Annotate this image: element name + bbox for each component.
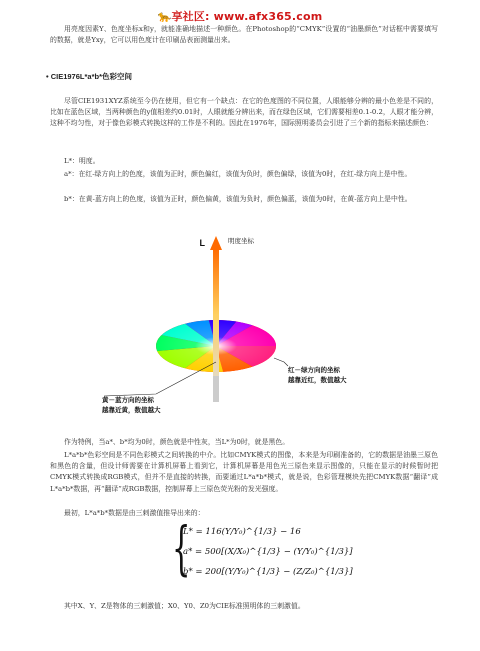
formula-brace: {	[172, 514, 191, 582]
tristimulus-note: 其中X、Y、Z是物体的三刺激值；X0、Y0、Z0为CIE标准照明体的三刺激值。	[64, 602, 305, 610]
item-a: a*：在红-绿方向上的色度，该值为正时，颜色偏红，该值为负时，颜色偏绿，该值为0时，在红-绿方向上是中性。	[64, 170, 412, 178]
section-heading: • CIE1976L*a*b*色彩空间	[46, 72, 132, 81]
lab-color-space-figure	[96, 232, 386, 432]
item-b: b*：在黄-蓝方向上的色度，该值为正时，颜色偏黄，该值为负时，颜色偏蓝，该值为0时，在黄-蓝方向上是中性。	[64, 195, 412, 203]
item-l: L*：明度。	[64, 157, 100, 165]
formula-b: b* = 200[(Y/Y₀)^{1/3} − (Z/Z₀)^{1/3}]	[183, 567, 353, 577]
red-green-label-2: 越靠近红，数值越大	[288, 376, 347, 384]
cie1976-paragraph: 尽管CIE1931XYZ系统至今仍在使用，但它有一个缺点：在它的色度图的不同位置，人眼能够分辨的最小色差是不同的，比如在蓝色区域，当两种颜色的y值相差约0.01时，人眼就能分辨出来，而在绿色区域，它们需要相差0.1-0.2，人眼才能分辨，这种不均匀性，对于像色彩模式转换这样的工作是不利的。因此在1976年，国际照明委员会引进了三个新的指标来描述颜色：	[50, 97, 439, 128]
l-axis-label: L	[199, 238, 205, 248]
yellow-blue-label-2: 越靠近黄，数值越大	[102, 406, 161, 414]
formula-l: L* = 116(Y/Y₀)^{1/3} − 16	[183, 527, 301, 537]
red-green-label-1: 红－绿方向的坐标	[288, 366, 340, 374]
neutral-gray-paragraph: 作为特例，当a*、b*均为0时，颜色就是中性灰，当L*为0时，就是黑色。	[64, 438, 290, 446]
l-axis	[213, 248, 219, 396]
site-header: 🐆享社区: www.afx365.com	[157, 10, 323, 23]
derivation-intro: 最初，L*a*b*数据是由三刺激值推导出来的：	[64, 509, 205, 517]
lab-formula	[172, 514, 353, 587]
l-axis-caption: 明度坐标	[228, 237, 254, 245]
intro-paragraph: 用亮度因素Y、色度坐标x和y，就能准确地描述一种颜色。在Photoshop的“CMYK”设置的“油墨颜色”对话框中需要填写的数据，就是Yxy，它可以用色度计在印刷品表面测量出来。	[50, 25, 438, 45]
yellow-blue-label-1: 黄－蓝方向的坐标	[102, 396, 154, 404]
red-green-pointer	[274, 358, 288, 366]
conversion-paragraph: L*a*b*色彩空间是不同色彩模式之间转换的中介。比如CMYK模式的图像，本来是为印刷准备的，它的数据是油墨三原色和黑色的含量，但设计师需要在计算机屏幕上看到它，计算机屏幕是用色光三原色来显示图像的，只能在显示的时候暂时把CMYK模式转换成RGB模式，但并不是直接的转换，而要通过L*a*b*模式，就是说，色彩管理模块先把CMYK数据“翻译”成L*a*b*数据，再“翻译”成RGB数据，控制屏幕上三原色荧光粉的发光强度。	[50, 451, 438, 493]
l-axis-arrowhead	[210, 236, 222, 250]
formula-a: a* = 500[(X/X₀)^{1/3} − (Y/Y₀)^{1/3}]	[183, 547, 353, 557]
